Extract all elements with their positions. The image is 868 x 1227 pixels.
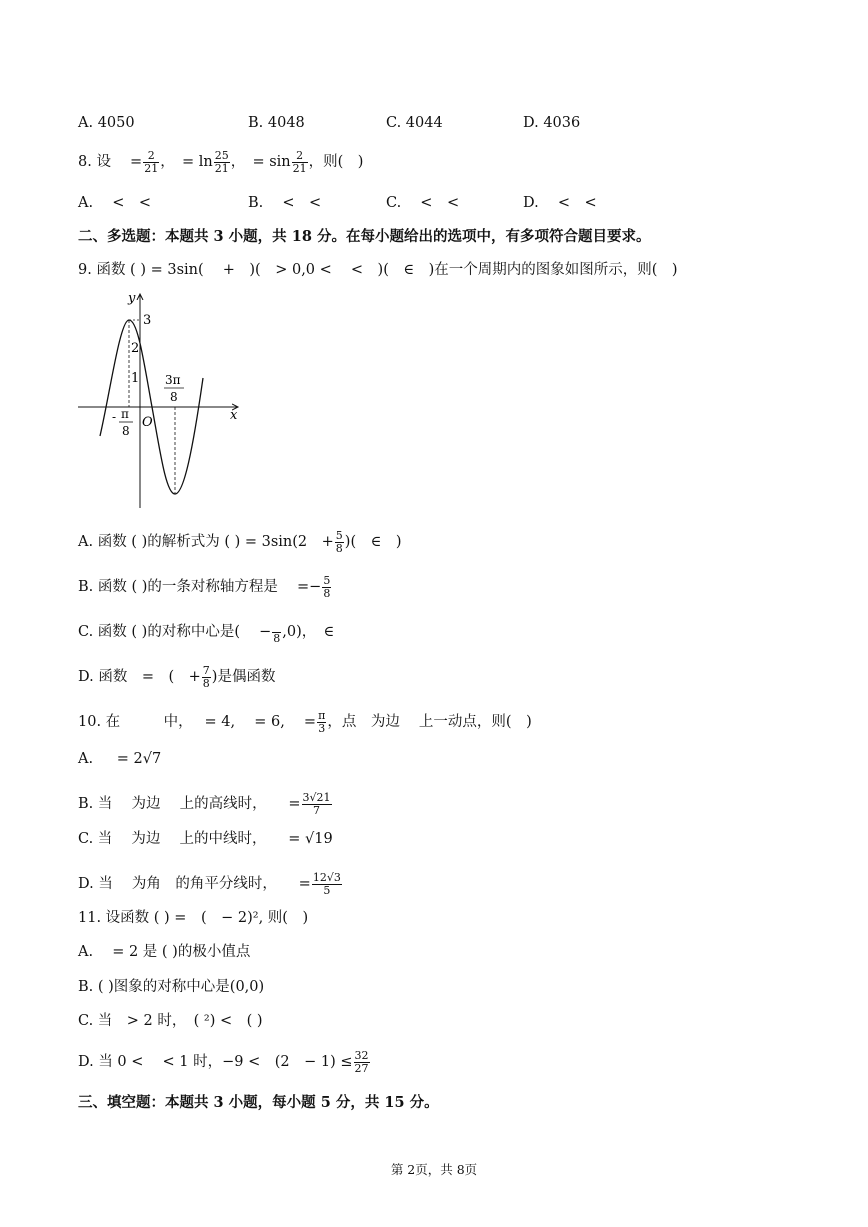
q8-option-d: D. < < xyxy=(523,195,597,211)
q9-option-d: D. 函数 = ( + $\frac{7}{8}$ )是偶函数 xyxy=(78,664,276,690)
q8-stem xyxy=(78,150,363,174)
q8-text-2: ， = ln xyxy=(160,154,213,171)
y-tick-2: 2 xyxy=(131,341,140,356)
y-tick-3: 3 xyxy=(143,313,152,328)
x-axis-label: x xyxy=(230,408,238,423)
neg-pi-8-num: π xyxy=(121,407,129,421)
q8-text-3: ， = sin xyxy=(230,154,291,171)
q8-frac-2: $\frac{25}{21}$ xyxy=(214,149,229,175)
q8-frac-3: $\frac{2}{21}$ xyxy=(292,149,307,175)
q10-option-d: D. 当 为角 的角平分线时， = $\frac{12√3}{5}$ xyxy=(78,871,341,897)
q11-option-a: A. = 2 是 ( )的极小值点 xyxy=(78,944,251,960)
section-3-heading: 三、填空题：本题共 3 小题，每小题 5 分，共 15 分。 xyxy=(78,1094,439,1111)
q10-option-a: A. = 2√7 xyxy=(78,751,162,767)
page-footer: 第 2页，共 8页 xyxy=(390,1162,478,1177)
q8-option-b: B. < < xyxy=(248,195,322,211)
q9-option-b: B. 函数 ( )的一条对称轴方程是 =− $\frac{5}{8}$ xyxy=(78,574,331,600)
three-pi-8-num: 3π xyxy=(165,373,181,387)
q8-option-a: A. < < xyxy=(78,195,151,211)
q9-sine-graph xyxy=(76,288,246,510)
q10-option-b: B. 当 为边 上的高线时， = $\frac{3√21}{7}$ xyxy=(78,791,331,817)
q11-option-d: D. 当 0 < < 1 时，−9 < (2 − 1) ≤ $\frac{32}{27}$ xyxy=(78,1049,369,1075)
neg-pi-8-sign: - xyxy=(112,410,117,424)
q10-stem: 10. 在 中， = 4, = 6, = $\frac{\pi}{3}$ ，点 为边 上一动点，则( ) xyxy=(78,709,532,735)
q9-option-c: C. 函数 ( )的对称中心是( − 8 ,0)， ∈ xyxy=(78,620,334,644)
q8-frac-1: $\frac{2}{21}$ xyxy=(144,149,159,175)
origin-label: O xyxy=(142,415,153,430)
y-tick-1: 1 xyxy=(131,371,140,386)
q7-option-a: A. 4050 xyxy=(78,115,135,131)
q11-option-b: B. ( )图象的对称中心是(0,0) xyxy=(78,979,265,995)
neg-pi-8-den: 8 xyxy=(122,424,130,438)
q7-option-d: D. 4036 xyxy=(523,115,581,131)
q9-stem: 9. 函数 ( ) = 3sin( + )( > 0,0 < < )( ∈ )在一个周期内的图象如图所示，则( ) xyxy=(78,262,678,278)
q8-option-c: C. < < xyxy=(386,195,460,211)
q7-option-c: C. 4044 xyxy=(386,115,443,131)
q10-option-c: C. 当 为边 上的中线时， = √19 xyxy=(78,831,333,847)
section-2-heading: 二、多选题：本题共 3 小题，共 18 分。在每小题给出的选项中，有多项符合题目要求。 xyxy=(78,228,651,245)
three-pi-8-den: 8 xyxy=(170,390,178,404)
y-axis-label: y xyxy=(128,291,136,306)
q8-text-4: ，则( ) xyxy=(308,154,364,171)
q11-option-c: C. 当 > 2 时， ( ²) < ( ) xyxy=(78,1013,263,1029)
q8-text-1: 8. 设 = xyxy=(78,154,143,171)
q7-option-b: B. 4048 xyxy=(248,115,305,131)
q9-option-a: A. 函数 ( )的解析式为 ( ) = 3sin(2 + $\frac{5}{8}$ )( ∈ ) xyxy=(78,529,402,555)
q11-stem: 11. 设函数 ( ) = ( − 2)², 则( ) xyxy=(78,910,309,926)
